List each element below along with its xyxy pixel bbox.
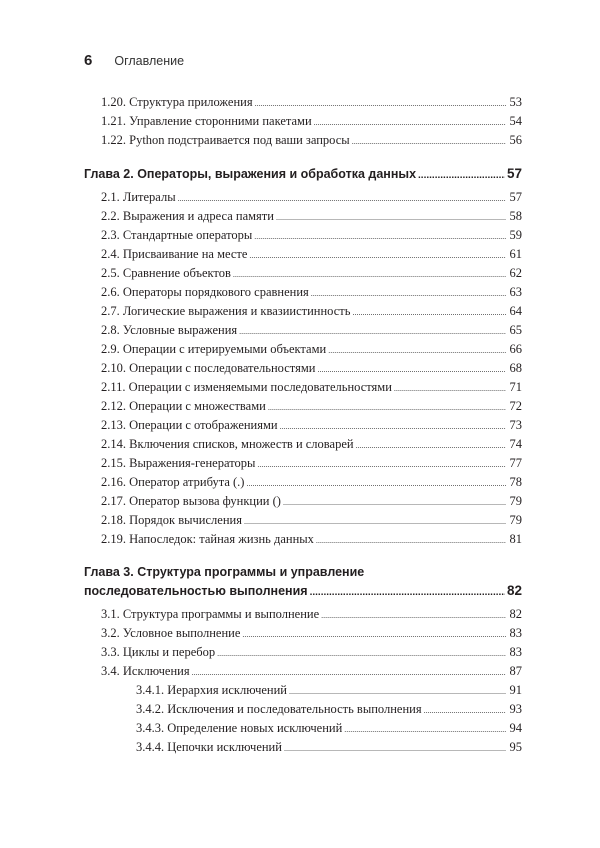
dot-leader <box>239 323 506 338</box>
toc-entry-page: 87 <box>509 664 522 678</box>
dot-leader <box>254 228 506 243</box>
dot-leader <box>352 133 506 148</box>
dot-leader <box>316 532 506 547</box>
toc-entry-page: 62 <box>509 266 522 280</box>
toc-entry-label: 1.22. Python подстраивается под ваши запросы <box>101 133 350 147</box>
dot-leader <box>418 167 505 181</box>
toc-entry-page: 77 <box>509 456 522 470</box>
toc-entry-label: 3.4.4. Цепочки исключений <box>136 740 282 754</box>
table-of-contents <box>84 95 522 759</box>
toc-entry-label: 2.10. Операции с последовательностями <box>101 361 316 375</box>
toc-entry <box>84 721 522 740</box>
chapter-3-title-line1: Глава 3. Структура программы и управление <box>84 565 365 579</box>
dot-leader <box>242 626 506 641</box>
toc-entry <box>84 399 522 418</box>
toc-entry-label: 2.9. Операции с итерируемыми объектами <box>101 342 327 356</box>
chapter-2-page: 57 <box>506 166 522 181</box>
toc-entry-label: 2.8. Условные выражения <box>101 323 238 337</box>
toc-entry <box>84 532 522 551</box>
toc-entry-label: 2.2. Выражения и адреса памяти <box>101 209 274 223</box>
chapter-2-heading <box>84 166 522 184</box>
dot-leader <box>178 190 506 205</box>
toc-entry-page: 82 <box>509 607 522 621</box>
toc-entry-page: 54 <box>509 114 522 128</box>
toc-entry <box>84 513 522 532</box>
toc-entry-page: 58 <box>509 209 522 223</box>
toc-entry <box>84 247 522 266</box>
toc-entry-label: 3.1. Структура программы и выполнение <box>101 607 320 621</box>
running-title: Оглавление <box>114 54 185 68</box>
dot-leader <box>217 645 506 660</box>
toc-entry-page: 79 <box>509 513 522 527</box>
chapter-3-heading <box>84 565 522 601</box>
dot-leader <box>244 513 506 528</box>
chapter-3-title-line2: последовательностью выполнения <box>84 584 308 598</box>
toc-entry <box>84 342 522 361</box>
dot-leader <box>268 399 506 414</box>
toc-entry <box>84 380 522 399</box>
toc-entry-label: 1.20. Структура приложения <box>101 95 253 109</box>
toc-entry <box>84 418 522 437</box>
toc-entry-label: 2.14. Включения списков, множеств и словарей <box>101 437 354 451</box>
toc-entry-page: 83 <box>509 645 522 659</box>
toc-entry-page: 74 <box>509 437 522 451</box>
toc-entry <box>84 607 522 626</box>
toc-entry-page: 68 <box>509 361 522 375</box>
chapter-2-title: Глава 2. Операторы, выражения и обработка данных <box>84 167 417 181</box>
dot-leader <box>249 247 506 262</box>
toc-entry-label: 2.11. Операции с изменяемыми последовательностями <box>101 380 392 394</box>
toc-entry <box>84 228 522 247</box>
toc-entry-page: 91 <box>509 683 522 697</box>
toc-entry <box>84 133 522 152</box>
toc-entry <box>84 645 522 664</box>
toc-entry-page: 63 <box>509 285 522 299</box>
toc-entry-page: 57 <box>509 190 522 204</box>
toc-entry <box>84 664 522 683</box>
page-number: 6 <box>84 52 93 69</box>
dot-leader <box>276 209 506 224</box>
toc-entry <box>84 683 522 702</box>
toc-entry-page: 65 <box>509 323 522 337</box>
toc-entry-label: 3.4. Исключения <box>101 664 190 678</box>
toc-entry <box>84 437 522 456</box>
toc-entry-page: 73 <box>509 418 522 432</box>
dot-leader <box>289 683 506 698</box>
toc-entry-label: 2.16. Оператор атрибута (.) <box>101 475 245 489</box>
toc-entry-page: 93 <box>509 702 522 716</box>
toc-entry-label: 2.18. Порядок вычисления <box>101 513 242 527</box>
toc-entry-page: 59 <box>509 228 522 242</box>
toc-entry-page: 95 <box>509 740 522 754</box>
toc-entry <box>84 114 522 133</box>
toc-entry-label: 2.5. Сравнение объектов <box>101 266 231 280</box>
toc-entry-label: 2.6. Операторы порядкового сравнения <box>101 285 309 299</box>
toc-entry <box>84 740 522 759</box>
dot-leader <box>344 721 506 736</box>
toc-entry <box>84 285 522 304</box>
toc-entry-page: 72 <box>509 399 522 413</box>
dot-leader <box>394 380 506 395</box>
toc-entry <box>84 361 522 380</box>
dot-leader <box>314 114 506 129</box>
dot-leader <box>424 702 506 717</box>
toc-entry-label: 2.13. Операции с отображениями <box>101 418 278 432</box>
toc-entry-label: 2.19. Напоследок: тайная жизнь данных <box>101 532 314 546</box>
toc-entry-page: 94 <box>509 721 522 735</box>
toc-entry-label: 3.4.1. Иерархия исключений <box>136 683 288 697</box>
page-header <box>84 52 184 69</box>
toc-entry <box>84 209 522 228</box>
dot-leader <box>233 266 506 281</box>
dot-leader <box>192 664 506 679</box>
toc-entry-label: 3.4.3. Определение новых исключений <box>136 721 343 735</box>
toc-entry-page: 53 <box>509 95 522 109</box>
dot-leader <box>280 418 506 433</box>
toc-entry-label: 3.2. Условное выполнение <box>101 626 241 640</box>
toc-entry-page: 66 <box>509 342 522 356</box>
dot-leader <box>310 584 505 598</box>
toc-entry <box>84 456 522 475</box>
toc-entry-label: 3.3. Циклы и перебор <box>101 645 216 659</box>
dot-leader <box>328 342 506 357</box>
toc-entry-page: 56 <box>509 133 522 147</box>
dot-leader <box>246 475 506 490</box>
toc-entry <box>84 702 522 721</box>
toc-entry-label: 2.15. Выражения-генераторы <box>101 456 256 470</box>
toc-entry <box>84 266 522 285</box>
toc-entry-label: 2.3. Стандартные операторы <box>101 228 253 242</box>
toc-entry-label: 2.7. Логические выражения и квазиистинность <box>101 304 351 318</box>
toc-entry-page: 71 <box>509 380 522 394</box>
dot-leader <box>352 304 506 319</box>
toc-entry <box>84 190 522 209</box>
dot-leader <box>283 494 506 509</box>
toc-entry-page: 83 <box>509 626 522 640</box>
dot-leader <box>255 95 506 110</box>
toc-entry-page: 78 <box>509 475 522 489</box>
toc-entry-page: 79 <box>509 494 522 508</box>
toc-entry <box>84 626 522 645</box>
toc-entry <box>84 95 522 114</box>
toc-entry-label: 1.21. Управление сторонними пакетами <box>101 114 312 128</box>
dot-leader <box>356 437 506 452</box>
toc-entry <box>84 494 522 513</box>
dot-leader <box>311 285 506 300</box>
toc-entry <box>84 323 522 342</box>
chapter-3-page: 82 <box>506 583 522 598</box>
toc-entry <box>84 304 522 323</box>
toc-entry-label: 2.4. Присваивание на месте <box>101 247 248 261</box>
toc-entry-page: 81 <box>509 532 522 546</box>
toc-entry-page: 64 <box>509 304 522 318</box>
dot-leader <box>321 607 506 622</box>
toc-entry-label: 2.1. Литералы <box>101 190 176 204</box>
toc-entry-label: 2.12. Операции с множествами <box>101 399 266 413</box>
toc-entry-label: 2.17. Оператор вызова функции () <box>101 494 281 508</box>
toc-entry-label: 3.4.2. Исключения и последовательность выполнения <box>136 702 422 716</box>
dot-leader <box>257 456 506 471</box>
toc-entry-page: 61 <box>509 247 522 261</box>
toc-entry <box>84 475 522 494</box>
dot-leader <box>284 740 506 755</box>
dot-leader <box>317 361 506 376</box>
